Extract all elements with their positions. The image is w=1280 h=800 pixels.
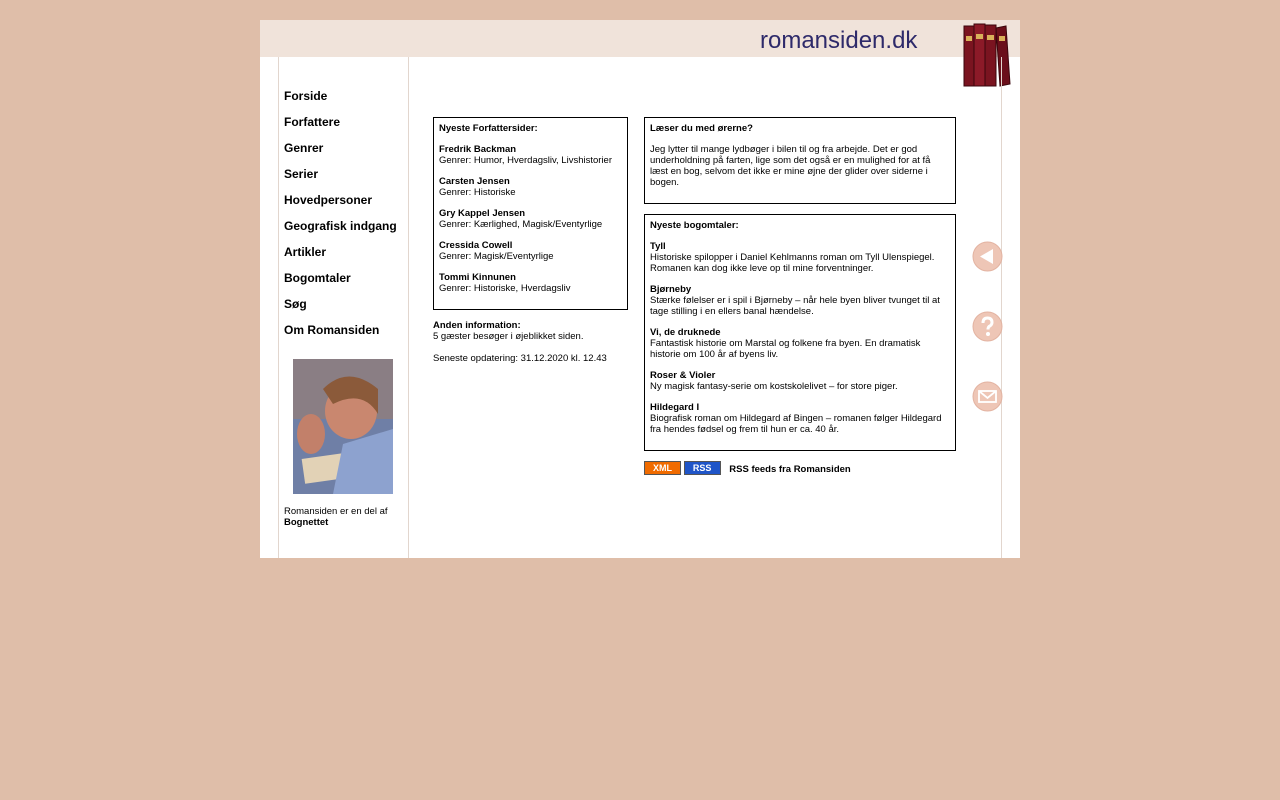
review-title[interactable]: Hildegard I: [650, 402, 700, 413]
newest-reviews-box: [644, 214, 956, 451]
bognettet-link[interactable]: Bognettet: [284, 517, 329, 528]
review-entry: [650, 402, 950, 435]
nav-soeg[interactable]: Søg: [284, 297, 307, 311]
page-container: [260, 20, 1020, 558]
review-text: Biografisk roman om Hildegard af Bingen – romanen følger Hildegard fra hendes fødsel og frem til hun er ca. 40 år.: [650, 413, 942, 435]
reading-girl-photo: [293, 359, 393, 494]
author-name[interactable]: Tommi Kinnunen: [439, 272, 516, 283]
mail-icon[interactable]: [972, 381, 1003, 412]
nav-forside[interactable]: Forside: [284, 89, 328, 103]
author-genres: Genrer: Magisk/Eventyrlige: [439, 251, 554, 262]
rss-feeds: [644, 461, 851, 475]
author-genres: Genrer: Kærlighed, Magisk/Eventyrlige: [439, 219, 603, 230]
sidebar-note: [284, 506, 388, 528]
author-name[interactable]: Gry Kappel Jensen: [439, 208, 526, 219]
nav-hovedpersoner[interactable]: Hovedpersoner: [284, 193, 373, 207]
divider: [1001, 57, 1002, 558]
nav-serier[interactable]: Serier: [284, 167, 319, 181]
review-entry: [650, 241, 950, 274]
nav-artikler[interactable]: Artikler: [284, 245, 327, 259]
rss-badge-icon[interactable]: RSS: [684, 461, 721, 475]
books-logo-icon[interactable]: [962, 22, 1012, 88]
author-entry: [439, 176, 622, 198]
xml-badge-icon[interactable]: XML: [644, 461, 681, 475]
newest-authors-heading: Nyeste Forfattersider:: [439, 123, 538, 134]
rss-feeds-link[interactable]: RSS feeds fra Romansiden: [729, 464, 851, 475]
nav-forfattere[interactable]: Forfattere: [284, 115, 341, 129]
other-info: [433, 320, 633, 364]
divider: [408, 57, 409, 558]
nav-geografisk-indgang[interactable]: Geografisk indgang: [284, 219, 397, 233]
author-name[interactable]: Cressida Cowell: [439, 240, 513, 251]
sidebar-note-text: Romansiden er en del af: [284, 506, 388, 517]
review-text: Stærke følelser er i spil i Bjørneby – når hele byen bliver tvunget til at tage stilling i en ellers banal hændelse.: [650, 295, 940, 317]
audiobook-heading[interactable]: Læser du med ørerne?: [650, 123, 753, 134]
other-info-heading: Anden information:: [433, 320, 521, 331]
nav-om-romansiden[interactable]: Om Romansiden: [284, 323, 380, 337]
site-header: [260, 20, 1020, 57]
nav-genrer[interactable]: Genrer: [284, 141, 324, 155]
visitors-count: 5 gæster besøger i øjeblikket siden.: [433, 331, 584, 342]
author-entry: [439, 240, 622, 262]
author-genres: Genrer: Historiske, Hverdagsliv: [439, 283, 571, 294]
review-entry: [650, 284, 950, 317]
nav-bogomtaler[interactable]: Bogomtaler: [284, 271, 351, 285]
author-entry: [439, 144, 622, 166]
author-name[interactable]: Carsten Jensen: [439, 176, 510, 187]
newest-reviews-heading: Nyeste bogomtaler:: [650, 220, 739, 231]
review-text: Fantastisk historie om Marstal og folkene fra byen. En dramatisk historie om 100 år af byens liv.: [650, 338, 921, 360]
site-title[interactable]: romansiden.dk: [760, 27, 918, 54]
review-entry: [650, 327, 950, 360]
review-title[interactable]: Roser & Violer: [650, 370, 716, 381]
review-title[interactable]: Vi, de druknede: [650, 327, 721, 338]
help-icon[interactable]: [972, 311, 1003, 342]
author-genres: Genrer: Humor, Hverdagsliv, Livshistorier: [439, 155, 612, 166]
last-updated: Seneste opdatering: 31.12.2020 kl. 12.43: [433, 353, 607, 364]
review-entry: [650, 370, 950, 392]
main-nav: [284, 86, 397, 346]
author-entry: [439, 208, 622, 230]
newest-authors-box: [433, 117, 628, 310]
audiobook-box: [644, 117, 956, 204]
author-entry: [439, 272, 622, 294]
review-text: Ny magisk fantasy-serie om kostskolelivet – for store piger.: [650, 381, 898, 392]
back-arrow-icon[interactable]: [972, 241, 1003, 272]
review-title[interactable]: Bjørneby: [650, 284, 692, 295]
author-genres: Genrer: Historiske: [439, 187, 516, 198]
review-text: Historiske spilopper i Daniel Kehlmanns roman om Tyll Ulenspiegel. Romanen kan dog ikke leve op til mine forventninger.: [650, 252, 935, 274]
audiobook-text: Jeg lytter til mange lydbøger i bilen til og fra arbejde. Det er god underholdning på farten, lige som det også er en mulighed for at få læst en bog, selvom det ikke er mine øjne der glider over siderne i bogen.: [650, 144, 931, 188]
review-title[interactable]: Tyll: [650, 241, 666, 252]
author-name[interactable]: Fredrik Backman: [439, 144, 517, 155]
divider: [278, 57, 279, 558]
